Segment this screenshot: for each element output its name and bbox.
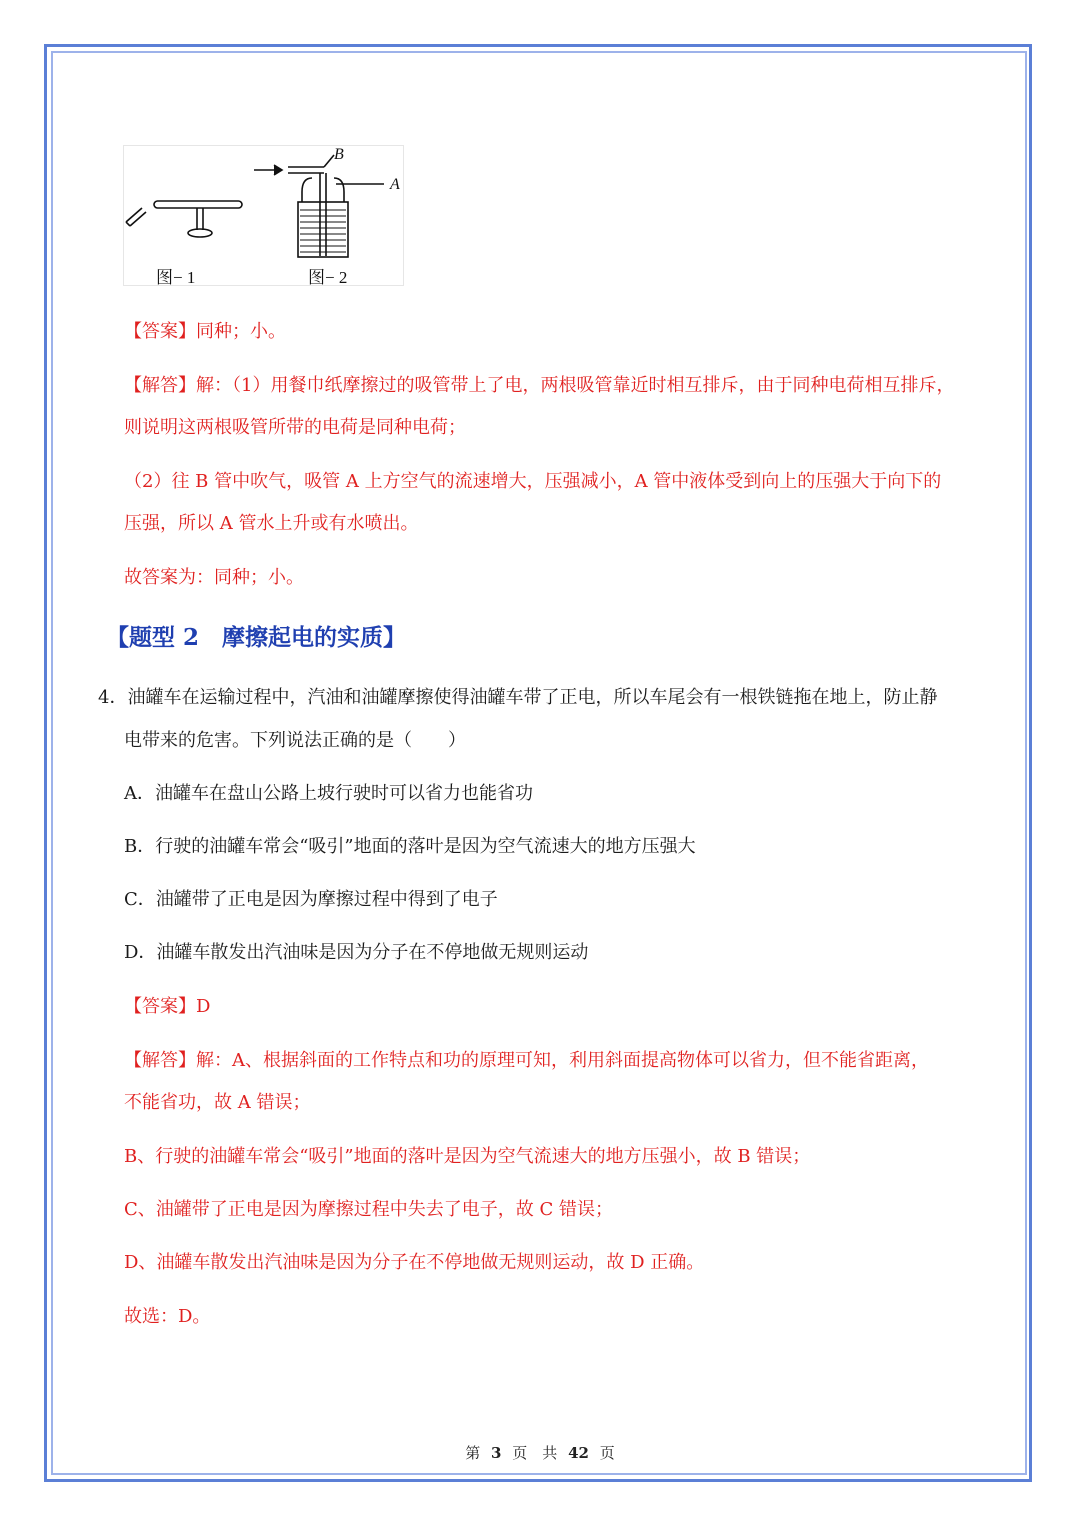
q4-option-a: A．油罐车在盘山公路上坡行驶时可以省力也能省功 [124, 783, 533, 804]
footer-prefix: 第 [465, 1444, 481, 1462]
section-title: 【题型 2 摩擦起电的实质】 [106, 624, 407, 651]
q3-solution-line-4: 压强，所以 A 管水上升或有水喷出。 [124, 513, 419, 534]
straw-experiment-diagram [124, 146, 405, 287]
q4-stem-line-1: 4．油罐车在运输过程中，汽油和油罐摩擦使得油罐车带了正电，所以车尾会有一根铁链拖在地上，防止静 [98, 687, 938, 708]
q4-solution-c: C、油罐带了正电是因为摩擦过程中失去了电子，故 C 错误； [124, 1199, 613, 1220]
q4-solution-d: D、油罐车散发出汽油味是因为分子在不停地做无规则运动，故 D 正确。 [124, 1252, 705, 1273]
label-a: A [390, 176, 400, 193]
q3-conclusion: 故答案为：同种；小。 [124, 567, 304, 588]
q4-choice: 故选：D。 [124, 1306, 211, 1327]
label-b: B [334, 146, 344, 163]
q4-option-b: B．行驶的油罐车常会“吸引”地面的落叶是因为空气流速大的地方压强大 [124, 836, 696, 857]
q4-stem-line-2: 电带来的危害。下列说法正确的是（ ） [124, 730, 466, 751]
q4-answer: 【答案】D [124, 996, 211, 1017]
q4-option-c: C．油罐带了正电是因为摩擦过程中得到了电子 [124, 889, 498, 910]
total-pages: 42 [568, 1444, 589, 1462]
q4-solution-line-1: 【解答】解：A、根据斜面的工作特点和功的原理可知，利用斜面提高物体可以省力，但不能省距离， [124, 1050, 929, 1071]
experiment-figure [123, 145, 404, 286]
q4-solution-b: B、行驶的油罐车常会“吸引”地面的落叶是因为空气流速大的地方压强小，故 B 错误； [124, 1146, 811, 1167]
q4-solution-line-2: 不能省功，故 A 错误； [124, 1092, 311, 1113]
footer-suffix: 页 [599, 1444, 615, 1462]
page-number: 3 [491, 1444, 502, 1462]
q3-answer: 【答案】同种；小。 [124, 321, 286, 342]
q3-solution-line-2: 则说明这两根吸管所带的电荷是同种电荷； [124, 417, 466, 438]
figure-1-caption: 图− 1 [156, 268, 196, 287]
footer-middle: 页 共 [512, 1444, 558, 1462]
page-footer [0, 1442, 1080, 1463]
figure-2-caption: 图− 2 [308, 268, 348, 287]
q3-solution-line-1: 【解答】解：（1）用餐巾纸摩擦过的吸管带上了电，两根吸管靠近时相互排斥，由于同种电荷相互排斥， [124, 375, 955, 396]
q4-option-d: D．油罐车散发出汽油味是因为分子在不停地做无规则运动 [124, 942, 589, 963]
q3-solution-line-3: （2）往 B 管中吹气，吸管 A 上方空气的流速增大，压强减小，A 管中液体受到向上的压强大于向下的 [124, 471, 942, 492]
